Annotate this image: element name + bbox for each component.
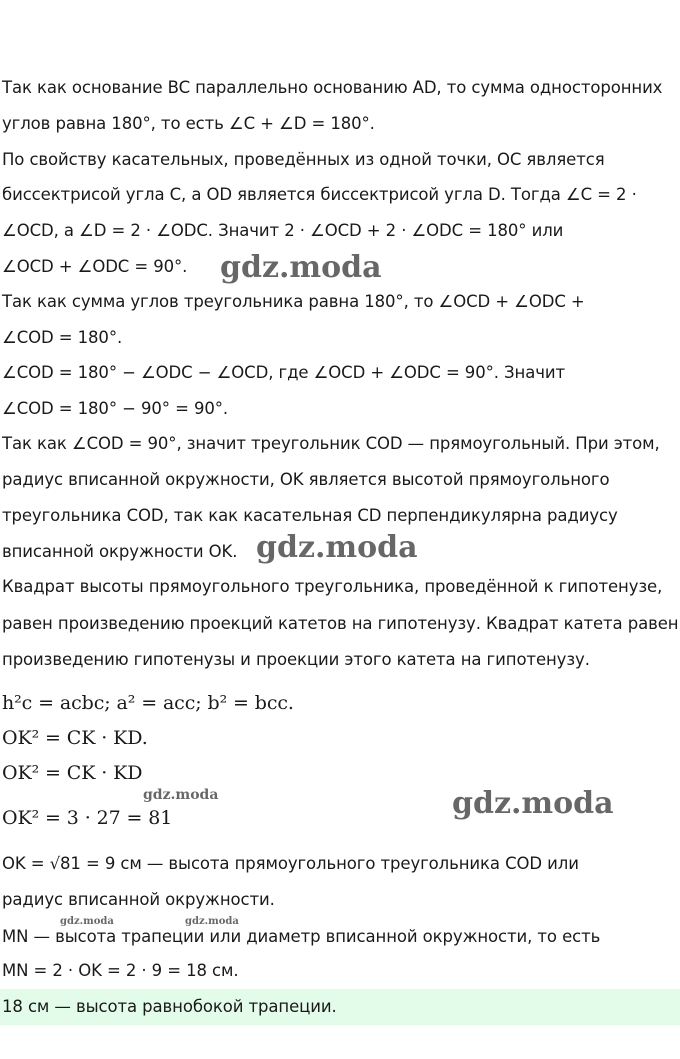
text-line: OK = √81 = 9 см — высота прямоугольного треугольника COD или — [2, 854, 579, 873]
watermark: gdz.moda — [60, 916, 114, 927]
text-line: треугольника COD, так как касательная CD перпендикулярна радиусу — [2, 506, 618, 525]
text-line: ∠OCD, а ∠D = 2 · ∠ODC. Значит 2 · ∠OCD + 2 · ∠ODC = 180° или — [2, 221, 564, 240]
text-line: вписанной окружности OK. — [2, 542, 238, 561]
text-line: MN = 2 · OK = 2 · 9 = 18 см. — [2, 961, 239, 980]
text-line: радиус вписанной окружности, OK является высотой прямоугольного — [2, 470, 610, 489]
text-line: углов равна 180°, то есть ∠C + ∠D = 180°. — [2, 114, 375, 133]
formula-line: OK² = CK · KD — [2, 762, 143, 784]
watermark: gdz.moda — [185, 916, 239, 927]
formula-line: OK² = CK · KD. — [2, 727, 148, 749]
text-line: Так как сумма углов треугольника равна 180°, то ∠OCD + ∠ODC + — [2, 292, 585, 311]
text-line: MN — высота трапеции или диаметр вписанной окружности, то есть — [2, 927, 601, 946]
text-line: Так как основание BC параллельно основанию AD, то сумма односторонних — [2, 78, 663, 97]
text-line: ∠COD = 180° − ∠ODC − ∠OCD, где ∠OCD + ∠ODC = 90°. Значит — [2, 363, 566, 382]
text-line: биссектрисой угла C, а OD является биссектрисой угла D. Тогда ∠C = 2 · — [2, 185, 637, 204]
text-line: равен произведению проекций катетов на гипотенузу. Квадрат катета равен — [2, 614, 679, 633]
watermark: gdz.moda — [452, 786, 614, 821]
text-line: ∠COD = 180° − 90° = 90°. — [2, 399, 229, 418]
text-line: Квадрат высоты прямоугольного треугольника, проведённой к гипотенузе, — [2, 577, 663, 596]
answer-line: 18 см — высота равнобокой трапеции. — [2, 997, 337, 1016]
text-line: Так как ∠COD = 90°, значит треугольник COD — прямоугольный. При этом, — [2, 434, 660, 453]
text-line: ∠COD = 180°. — [2, 328, 123, 347]
text-line: ∠OCD + ∠ODC = 90°. — [2, 257, 188, 276]
formula-line: h²c = acbc; a² = acc; b² = bcc. — [2, 692, 294, 714]
watermark: gdz.moda — [143, 787, 219, 803]
text-line: радиус вписанной окружности. — [2, 890, 275, 909]
text-line: произведению гипотенузы и проекции этого катета на гипотенузу. — [2, 650, 590, 669]
text-line: По свойству касательных, проведённых из одной точки, OC является — [2, 150, 605, 169]
watermark: gdz.moda — [220, 250, 382, 285]
formula-line: OK² = 3 · 27 = 81 — [2, 807, 173, 829]
watermark: gdz.moda — [256, 530, 418, 565]
